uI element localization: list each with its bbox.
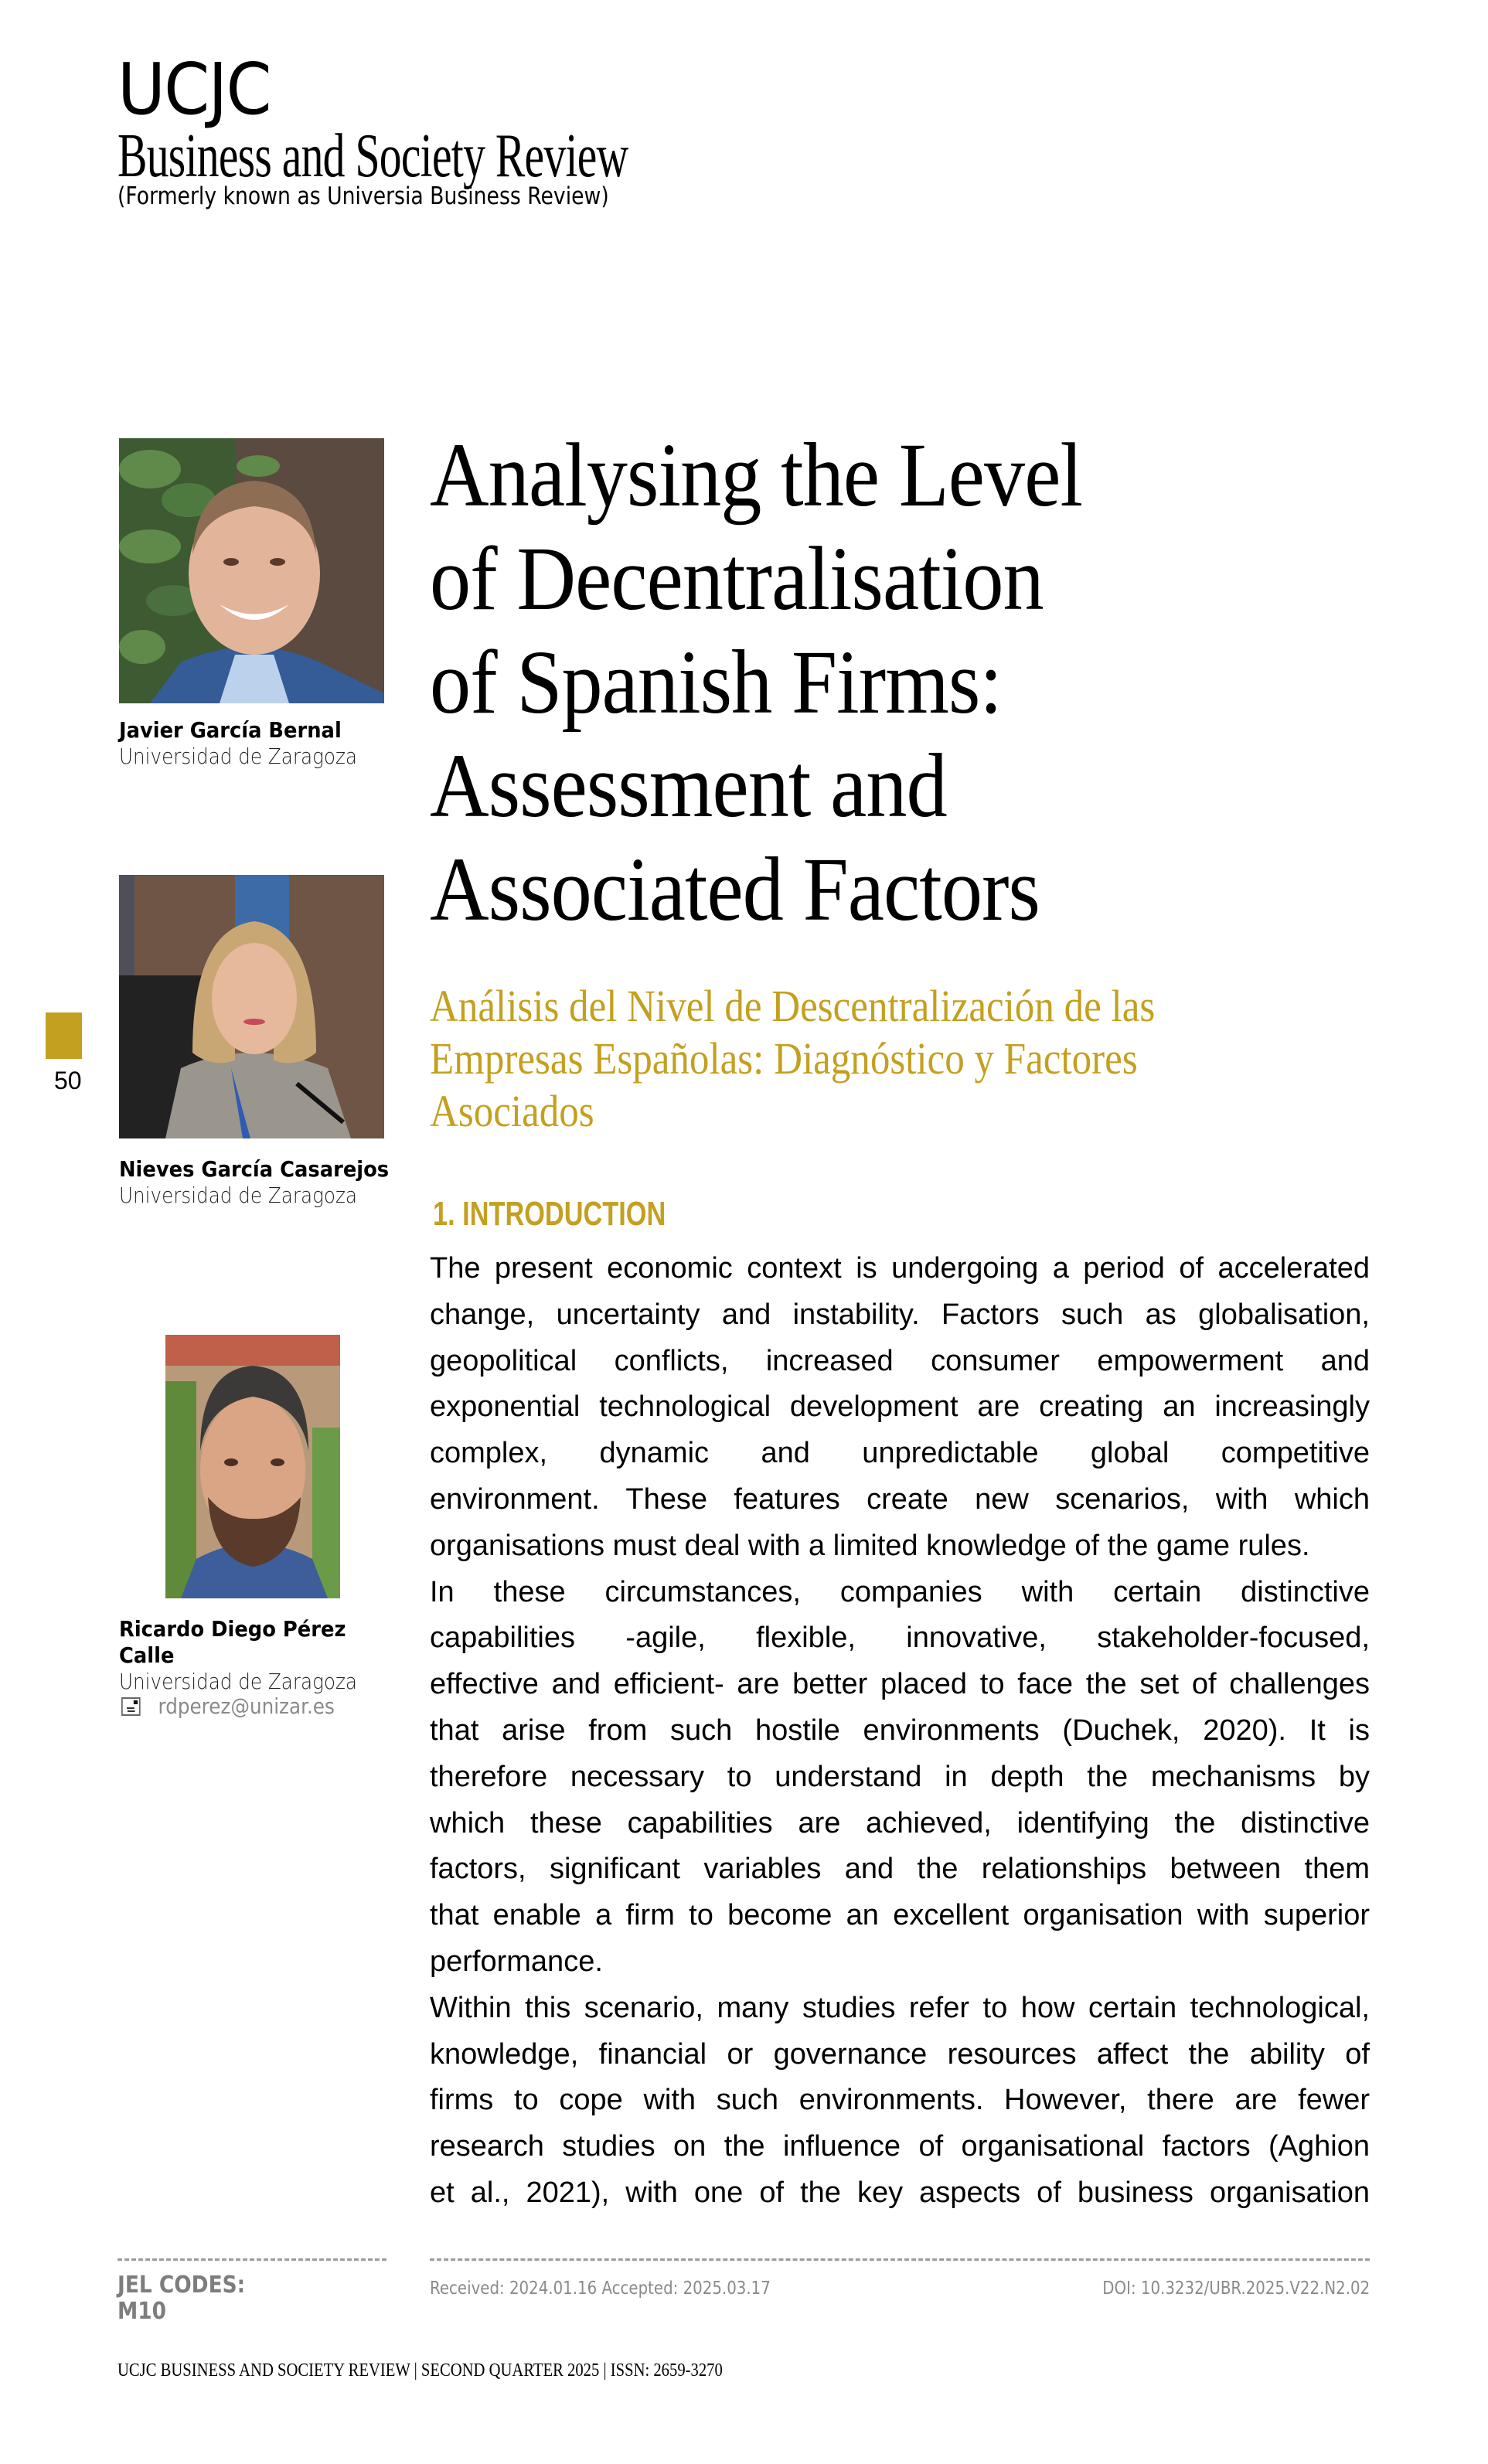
author-affiliation: Universidad de Zaragoza <box>119 1183 357 1208</box>
body-line: that enable a firm to become an excellent organisation with superior <box>430 1899 1370 1932</box>
jel-value: M10 <box>117 2298 167 2325</box>
body-line: that arise from such hostile environments (Duchek, 2020). It is <box>430 1714 1370 1747</box>
body-line: effective and efficient- are better placed to face the set of challenges <box>430 1668 1370 1701</box>
body-line: research studies on the influence of organisational factors (Aghion <box>430 2130 1370 2163</box>
title-line: Analysing the Level <box>430 424 1083 526</box>
body-line: change, uncertainty and instability. Factors such as globalisation, <box>430 1298 1370 1331</box>
body-line: knowledge, financial or governance resources affect the ability of <box>430 2037 1370 2071</box>
mail-icon <box>121 1697 141 1716</box>
journal-name: Business and Society Review <box>117 122 628 190</box>
doi[interactable]: DOI: 10.3232/UBR.2025.V22.N2.02 <box>1102 2279 1370 2299</box>
author-photo-ricardo <box>165 1335 340 1598</box>
subtitle-line: Asociados <box>430 1086 594 1136</box>
page-number: 50 <box>54 1067 82 1094</box>
title-line: of Decentralisation <box>430 528 1044 629</box>
body-line: which these capabilities are achieved, identifying the distinctive <box>430 1806 1370 1839</box>
title-line: Assessment and <box>430 735 947 836</box>
body-line: capabilities -agile, flexible, innovative, stakeholder-focused, <box>430 1622 1370 1655</box>
article-title <box>430 424 1373 941</box>
body-line: therefore necessary to understand in depth the mechanisms by <box>430 1760 1370 1793</box>
body-line: complex, dynamic and unpredictable global competitive <box>430 1437 1370 1470</box>
body-line: performance. <box>430 1945 603 1978</box>
page-marker <box>46 1012 82 1059</box>
jel-label: JEL CODES: <box>117 2272 246 2299</box>
author-affiliation: Universidad de Zaragoza <box>119 744 357 769</box>
author-name-continued: Calle <box>119 1642 175 1668</box>
body-line: In these circumstances, companies with certain distinctive <box>430 1575 1370 1608</box>
article-body <box>430 1246 1370 2217</box>
divider-right <box>430 2258 1370 2261</box>
body-line: The present economic context is undergoing a period of accelerated <box>430 1252 1370 1285</box>
author-photo-nieves <box>119 875 384 1138</box>
body-line: organisations must deal with a limited knowledge of the game rules. <box>430 1529 1310 1562</box>
body-line: firms to cope with such environments. However, there are fewer <box>430 2084 1370 2117</box>
author-name: Javier García Bernal <box>119 717 342 743</box>
author-affiliation: Universidad de Zaragoza <box>119 1669 357 1694</box>
journal-footer: UCJC BUSINESS AND SOCIETY REVIEW | SECOND QUARTER 2025 | ISSN: 2659-3270 <box>117 2360 723 2381</box>
author-email[interactable]: rdperez@unizar.es <box>158 1693 335 1719</box>
body-line: environment. These features create new scenarios, with which <box>430 1482 1370 1516</box>
author-email-row[interactable] <box>121 1693 335 1720</box>
body-line: geopolitical conflicts, increased consumer empowerment and <box>430 1344 1370 1377</box>
person-photo-icon <box>119 875 384 1138</box>
received-accepted-dates: Received: 2024.01.16 Accepted: 2025.03.17 <box>430 2279 771 2299</box>
section-heading: 1. INTRODUCTION <box>433 1195 666 1233</box>
person-photo-icon <box>119 438 384 703</box>
author-name: Nieves García Casarejos <box>119 1156 390 1182</box>
title-line: Associated Factors <box>430 839 1040 940</box>
journal-logo: UCJC <box>117 48 271 131</box>
subtitle-line: Análisis del Nivel de Descentralización de las <box>430 981 1156 1031</box>
body-line: exponential technological development are creating an increasingly <box>430 1390 1370 1424</box>
journal-former-name: (Formerly known as Universia Business Review) <box>117 182 609 210</box>
divider-left <box>117 2258 386 2261</box>
body-line: et al., 2021), with one of the key aspects of business organisation <box>430 2176 1370 2209</box>
body-line: Within this scenario, many studies refer to how certain technological, <box>430 1991 1370 2024</box>
author-name: Ricardo Diego Pérez <box>119 1616 346 1642</box>
person-photo-icon <box>165 1335 340 1598</box>
body-line: factors, significant variables and the relationships between them <box>430 1853 1370 1886</box>
jel-codes <box>117 2272 245 2325</box>
subtitle-line: Empresas Españolas: Diagnóstico y Factores <box>430 1033 1138 1084</box>
title-line: of Spanish Firms: <box>430 631 1002 733</box>
article-subtitle-spanish <box>430 980 1435 1138</box>
author-photo-javier <box>119 438 384 703</box>
